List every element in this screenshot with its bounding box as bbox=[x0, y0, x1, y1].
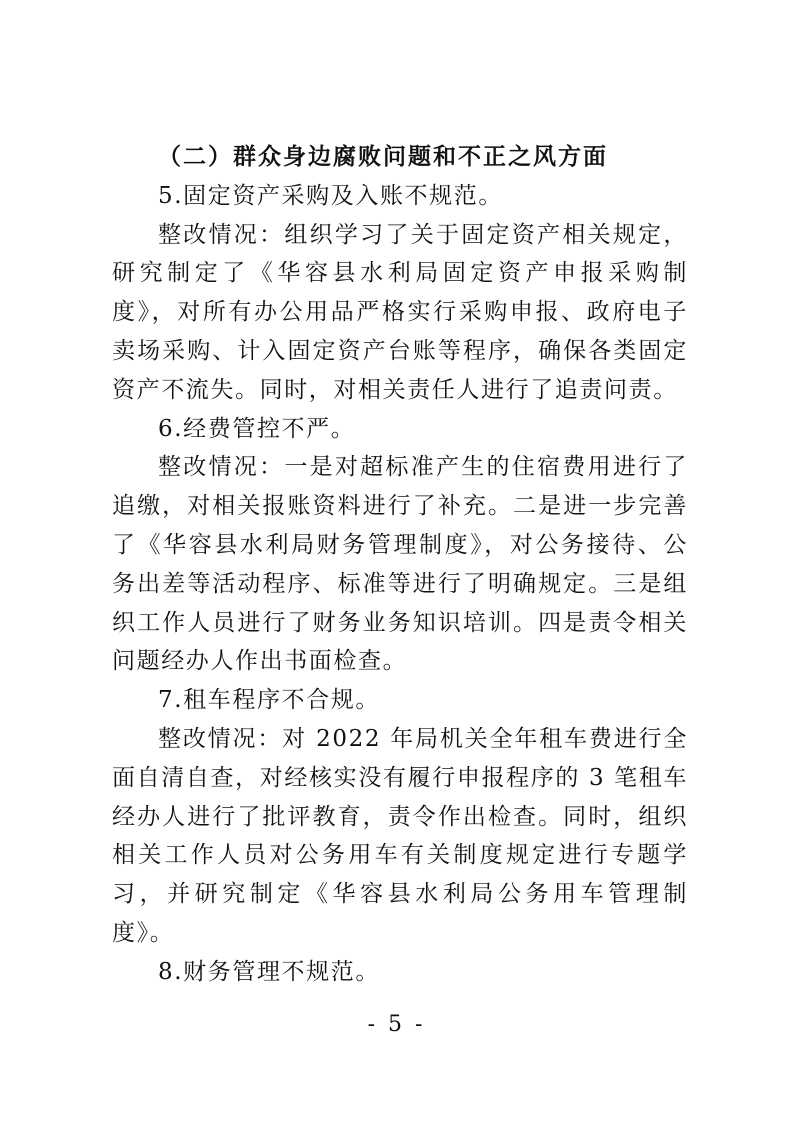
rectification-paragraph-6: 整改情况：一是对超标准产生的住宿费用进行了追缴，对相关报账资料进行了补充。二是进一步完善了《华容县水利局财务管理制度》，对公务接待、公务出差等活动程序、标准等进行了明确规定。三是组织工作人员进行了财务业务知识培训。四是责令相关问题经办人作出书面检查。 bbox=[112, 454, 688, 675]
document-body bbox=[112, 138, 688, 992]
item-title-5: 5.固定资产采购及入账不规范。 bbox=[158, 182, 503, 209]
rectification-paragraph-5: 整改情况：组织学习了关于固定资产相关规定，研究制定了《华容县水利局固定资产申报采购制度》，对所有办公用品严格实行采购申报、政府电子卖场采购、计入固定资产台账等程序，确保各类固定资产不流失。同时，对相关责任人进行了追责问责。 bbox=[112, 221, 688, 403]
item-title-8: 8.财务管理不规范。 bbox=[158, 958, 380, 985]
rectification-paragraph-7: 整改情况：对 2022 年局机关全年租车费进行全面自清自查，对经核实没有履行申报程序的 3 笔租车经办人进行了批评教育，责令作出检查。同时，组织相关工作人员对公务用车有关制度规定进行专题学习，并研究制定《华容县水利局公务用车管理制度》。 bbox=[112, 725, 688, 946]
item-title-6: 6.经费管控不严。 bbox=[158, 415, 356, 442]
item-title-7: 7.租车程序不合规。 bbox=[158, 687, 380, 714]
page-number: - 5 - bbox=[367, 1012, 426, 1037]
section-heading: （二）群众身边腐败问题和不正之风方面 bbox=[158, 144, 608, 170]
